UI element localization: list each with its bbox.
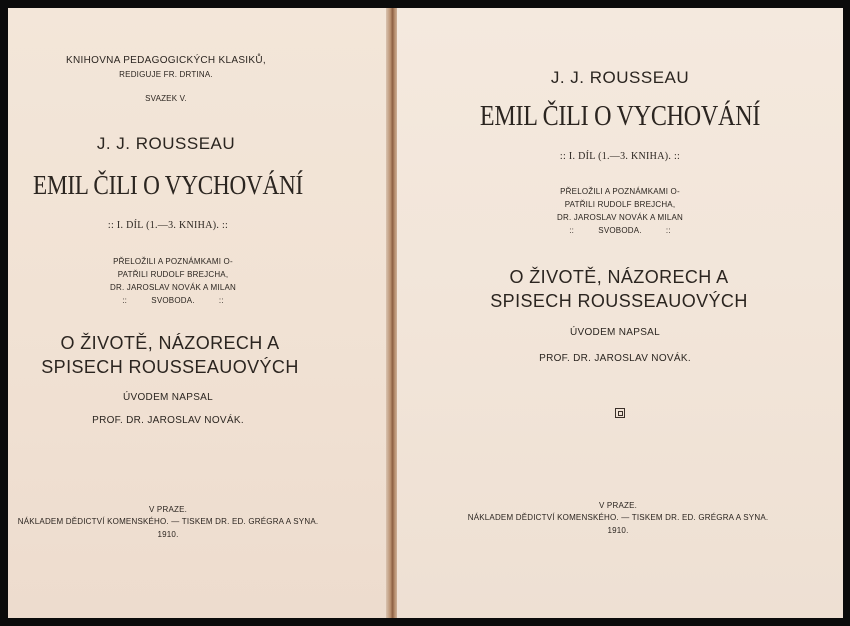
translators-line-3: DR. JAROSLAV NOVÁK A MILAN xyxy=(110,283,236,292)
translators-line-1: PŘELOŽILI A POZNÁMKAMI O- xyxy=(113,257,233,266)
translators-line-2: PATŘILI RUDOLF BREJCHA, xyxy=(117,270,229,279)
intro-author: PROF. DR. JAROSLAV NOVÁK. xyxy=(92,415,244,426)
volume-number: SVAZEK V. xyxy=(145,94,187,103)
publication-year: 1910. xyxy=(157,530,179,539)
part-info: :: I. DÍL (1.—3. KNIHA). :: xyxy=(107,220,229,231)
book-title: EMIL ČILI O VYCHOVÁNÍ xyxy=(479,101,761,132)
subtitle-line-1: O ŽIVOTĚ, NÁZORECH A xyxy=(509,267,729,287)
publication-year: 1910. xyxy=(607,526,629,535)
translators-line-3: DR. JAROSLAV NOVÁK A MILAN xyxy=(557,213,683,222)
left-page xyxy=(8,8,388,618)
subtitle-line-2: SPISECH ROUSSEAUOVÝCH xyxy=(490,291,748,311)
book-title: EMIL ČILI O VYCHOVÁNÍ xyxy=(33,170,303,200)
series-title: KNIHOVNA PEDAGOGICKÝCH KLASIKŮ, xyxy=(66,55,266,66)
printer-ornament-icon xyxy=(615,408,625,418)
author-name: J. J. ROUSSEAU xyxy=(96,134,236,153)
right-page xyxy=(397,8,843,618)
translators-line-2: PATŘILI RUDOLF BREJCHA, xyxy=(564,200,676,209)
translators-line-4: :: SVOBODA. :: xyxy=(569,226,671,235)
intro-label: ÚVODEM NAPSAL xyxy=(122,392,214,403)
publisher-line: NÁKLADEM DĚDICTVÍ KOMENSKÉHO. — TISKEM DR. ED. GRÉGRA A SYNA. xyxy=(467,513,769,522)
translators-line-4: :: SVOBODA. :: xyxy=(122,296,224,305)
intro-label: ÚVODEM NAPSAL xyxy=(569,327,661,338)
publication-place: V PRAZE. xyxy=(148,505,188,514)
publisher-line: NÁKLADEM DĚDICTVÍ KOMENSKÉHO. — TISKEM DR. ED. GRÉGRA A SYNA. xyxy=(17,517,319,526)
subtitle-line-1: O ŽIVOTĚ, NÁZORECH A xyxy=(60,333,280,353)
series-editor: REDIGUJE FR. DRTINA. xyxy=(119,70,213,79)
part-info: :: I. DÍL (1.—3. KNIHA). :: xyxy=(559,151,681,162)
intro-author: PROF. DR. JAROSLAV NOVÁK. xyxy=(539,353,691,364)
author-name: J. J. ROUSSEAU xyxy=(550,68,690,87)
publication-place: V PRAZE. xyxy=(598,501,638,510)
subtitle-line-2: SPISECH ROUSSEAUOVÝCH xyxy=(41,357,299,377)
translators-line-1: PŘELOŽILI A POZNÁMKAMI O- xyxy=(560,187,680,196)
